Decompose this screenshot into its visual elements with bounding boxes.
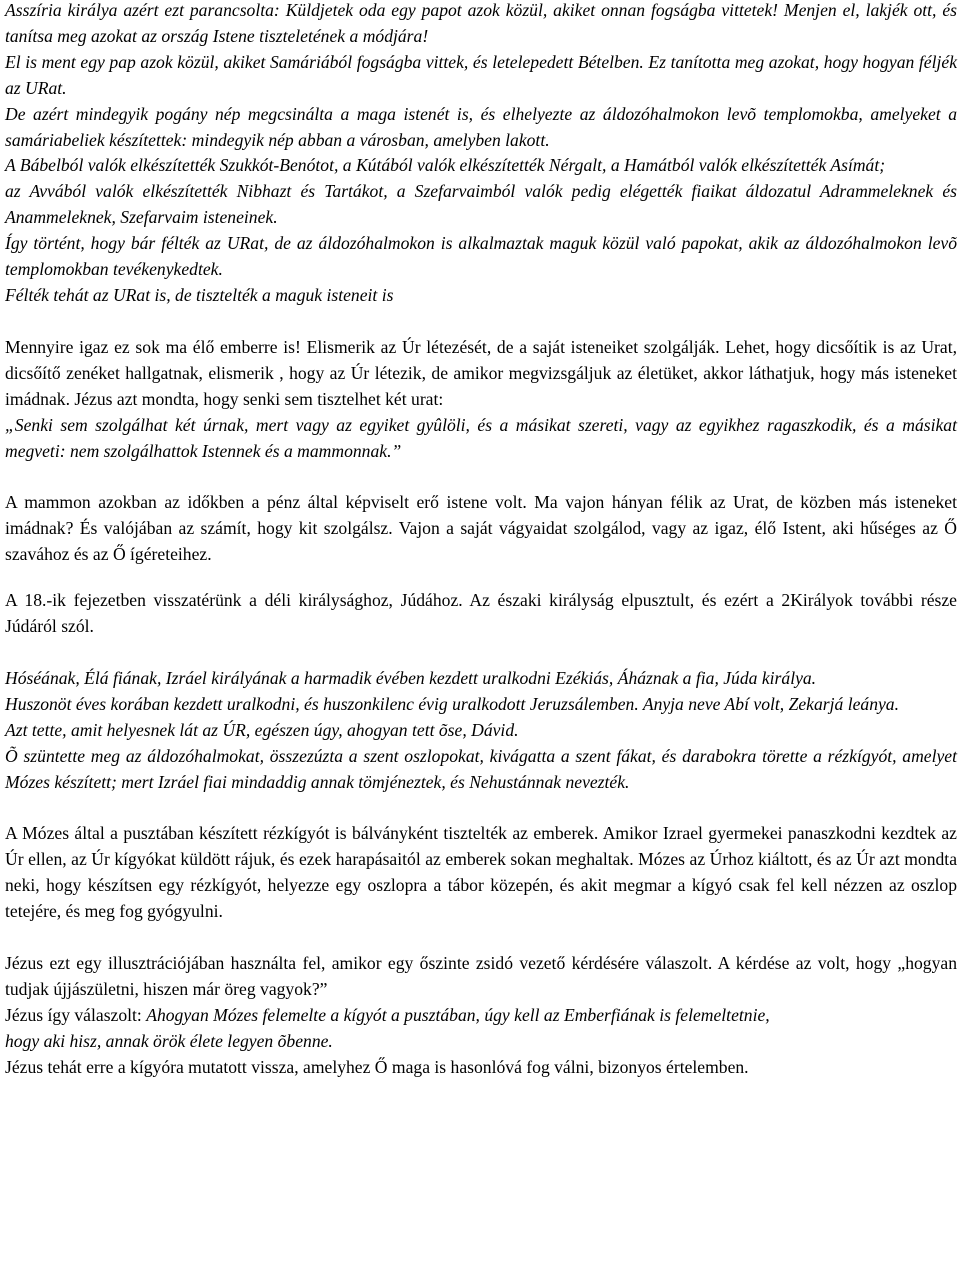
paragraph-11: A 18.-ik fejezetben visszatérünk a déli királysághoz, Júdához. Az északi királyság elpusztult, és ezért a 2Királyok további része Júdáról szól.	[5, 590, 957, 637]
paragraph-7: Félték tehát az URat is, de tisztelték a maguk isteneit is	[5, 284, 394, 305]
paragraph-16: A Mózes által a pusztában készített rézkígyót is bálványként tisztelték az emberek. Amikor Izrael gyermekei panaszkodni kezdtek az Úr ellen, az Úr kígyókat küldött rájuk, és ezek harapásaitól az emberek sokan meghaltak. Mózes az Úrhoz kiáltott, és az Úr azt mondta neki, hogy készítsen egy rézkígyót, helyezze egy oszlopra a tábor közepén, és akit megmar a kígyó csak fel kell nézzen az oszlop tetejére, és meg fog gyógyulni.	[5, 823, 957, 922]
paragraph-20: Jézus tehát erre a kígyóra mutatott vissza, amelyhez Ő maga is hasonlóvá fog válni, bizonyos értelemben.	[5, 1056, 749, 1077]
paragraph-14: Azt tette, amit helyesnek lát az ÚR, egészen úgy, ahogyan tett õse, Dávid.	[5, 719, 519, 740]
spacer	[5, 640, 957, 666]
paragraph-18-lead: Jézus így válaszolt:	[5, 1004, 147, 1025]
paragraph-1: Asszíria királya azért ezt parancsolta: Küldjetek oda egy papot azok közül, akiket onnan fogságba vittetek! Menjen el, lakjék ott, és tanítsa meg azokat az ország Istene tiszteletének a módjára!	[5, 0, 957, 46]
paragraph-6: Így történt, hogy bár félték az URat, de az áldozóhalmokon is alkalmaztak maguk közül való papokat, akik az áldozóhalmokon levõ templomokban tevékenykedtek.	[5, 233, 957, 280]
paragraph-17: Jézus ezt egy illusztrációjában használta fel, amikor egy őszinte zsidó vezető kérdésére válaszolt. A kérdése az volt, hogy „hogyan tudjak újjászületni, hiszen már öreg vagyok?”	[5, 953, 957, 999]
paragraph-12: Hóséának, Élá fiának, Izráel királyának a harmadik évében kezdett uralkodni Ezékiás, Áháznak a fia, Júda királya.	[5, 667, 817, 688]
paragraph-2: El is ment egy pap azok közül, akiket Samáriából fogságba vittek, és letelepedett Bételben. Ez tanította meg azokat, hogy hogyan féljék az URat.	[5, 51, 957, 98]
paragraph-8: Mennyire igaz ez sok ma élő emberre is! Elismerik az Úr létezését, de a saját isteneiket szolgálják. Lehet, hogy dicsőítik is az Urat, dicsőítő zenéket hallgatnak, elismerik , hogy az Úr létezik, de amikor megvizsgáljuk az életüket, akkor láthatjuk, hogy más isteneket imádnak. Jézus azt mondta, hogy senki sem tisztelhet két urat:	[5, 336, 957, 409]
spacer	[5, 925, 957, 951]
paragraph-19: hogy aki hisz, annak örök élete legyen õbenne.	[5, 1030, 333, 1051]
spacer	[5, 464, 957, 490]
document-page	[5, 0, 957, 1081]
spacer	[5, 309, 957, 335]
paragraph-18-quote: Ahogyan Mózes felemelte a kígyót a pusztában, úgy kell az Emberfiának is felemeltetnie,	[146, 1004, 770, 1025]
spacer	[5, 568, 957, 588]
paragraph-9: „Senki sem szolgálhat két úrnak, mert vagy az egyiket gyûlöli, és a másikat szereti, vagy az egyikhez ragaszkodik, és a másikat megveti: nem szolgálhattok Istennek és a mammonnak.”	[5, 414, 957, 461]
paragraph-4: A Bábelból valók elkészítették Szukkót-Benótot, a Kútából valók elkészítették Nérgalt, a Hamátból valók elkészítették Asímát;	[5, 155, 886, 176]
paragraph-13: Huszonöt éves korában kezdett uralkodni, és huszonkilenc évig uralkodott Jeruzsálemben. Anyja neve Abí volt, Zekarjá leánya.	[5, 693, 899, 714]
paragraph-10: A mammon azokban az időkben a pénz által képviselt erő istene volt. Ma vajon hányan félik az Urat, de közben más isteneket imádnak? És valójában az számít, hogy kit szolgálsz. Vajon a saját vágyaidat szolgálod, vagy az igaz, élő Istent, aki hűséges az Ő szavához és az Ő ígéreteihez.	[5, 492, 957, 565]
paragraph-18	[5, 1003, 957, 1029]
paragraph-3: De azért mindegyik pogány nép megcsinálta a maga istenét is, és elhelyezte az áldozóhalmokon levõ templomokba, amelyeket a samáriabeliek készítettek: mindegyik nép abban a városban, amelyben lakott.	[5, 103, 957, 150]
paragraph-15: Õ szüntette meg az áldozóhalmokat, összezúzta a szent oszlopokat, kivágatta a szent fákat, és darabokra törette a rézkígyót, amelyet Mózes készített; mert Izráel fiai mindaddig annak tömjéneztek, és Nehustánnak nevezték.	[5, 745, 957, 792]
paragraph-5: az Avvából valók elkészítették Nibhazt és Tartákot, a Szefarvaimból valók pedig elégették fiaikat áldozatul Adrammeleknek és Anammeleknek, Szefarvaim isteneinek.	[5, 181, 957, 228]
spacer	[5, 795, 957, 821]
